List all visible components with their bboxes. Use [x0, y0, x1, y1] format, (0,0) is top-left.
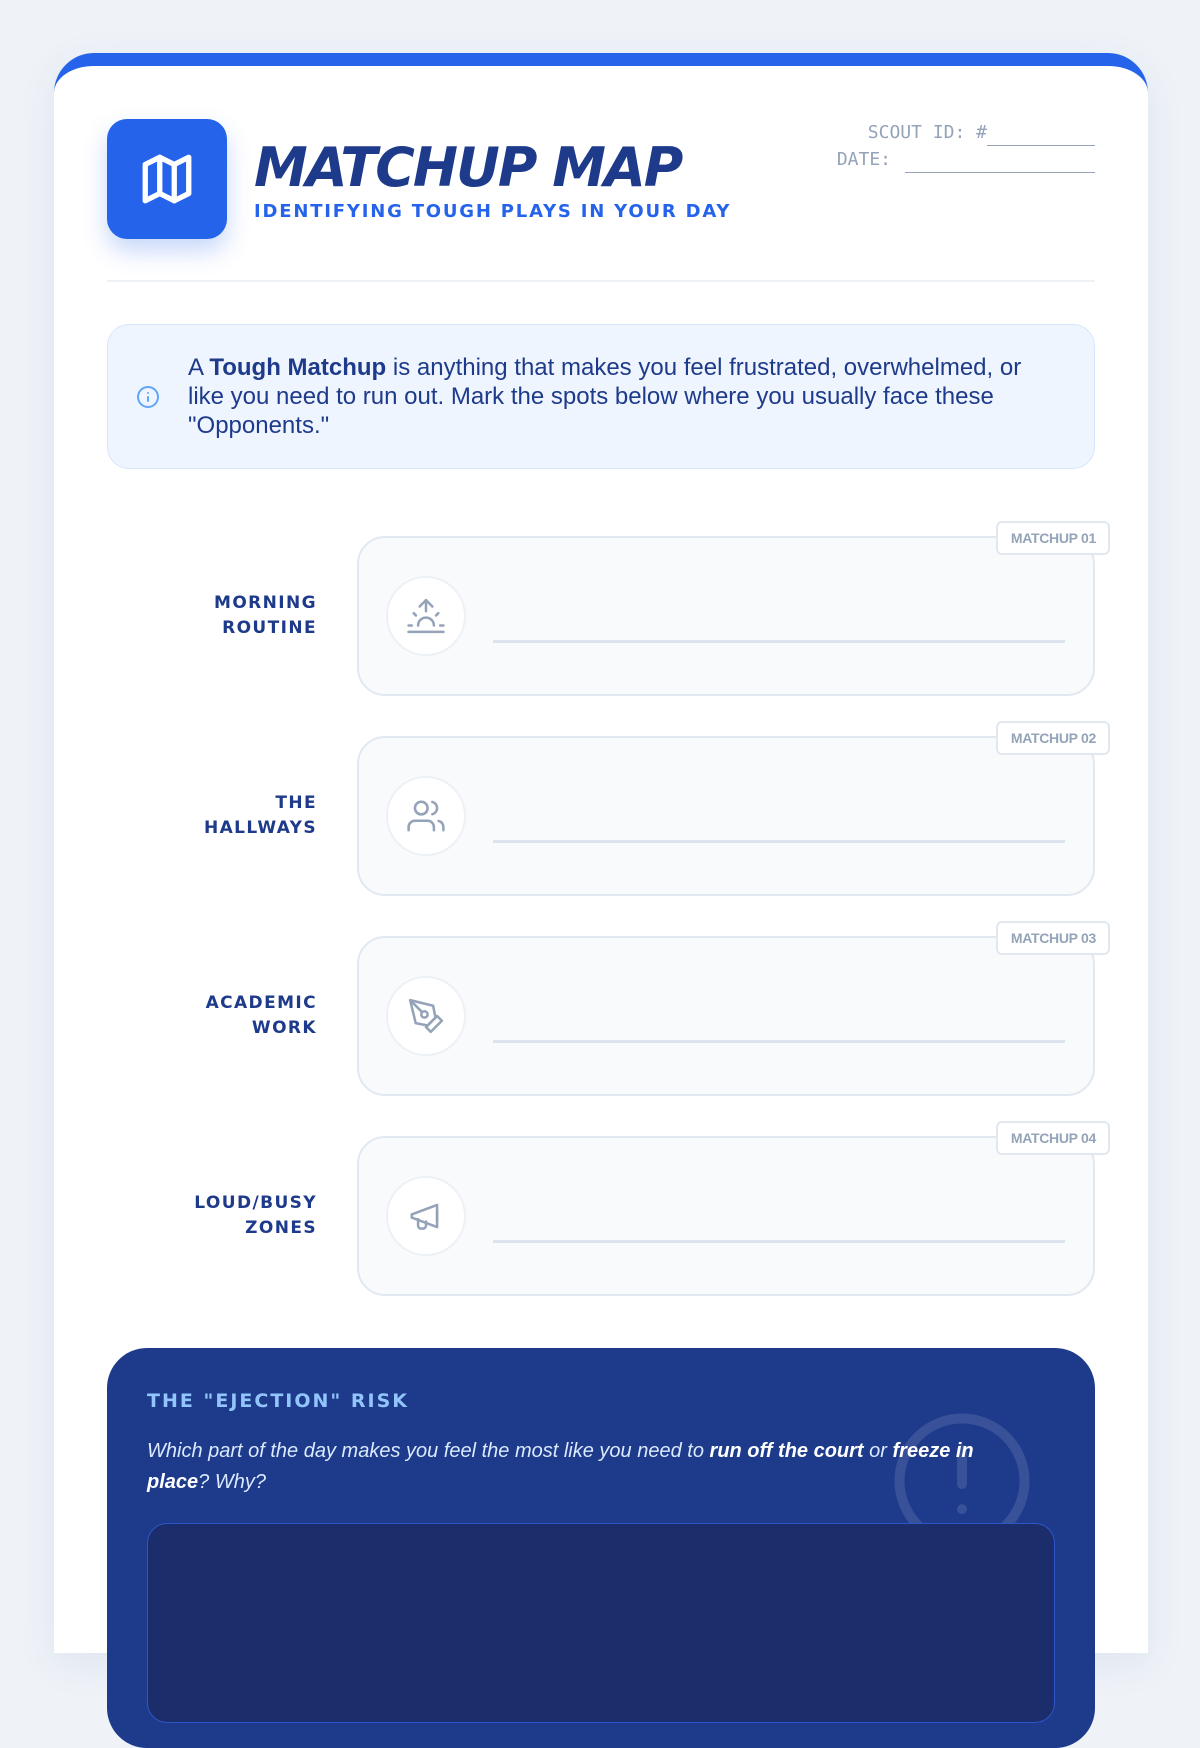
info-icon — [136, 385, 160, 409]
date-field[interactable] — [905, 155, 1095, 173]
users-icon — [407, 797, 445, 835]
matchup-row — [107, 730, 1096, 896]
sunrise-icon — [407, 597, 445, 635]
page-subtitle: IDENTIFYING TOUGH PLAYS IN YOUR DAY — [254, 201, 732, 222]
header-divider — [107, 280, 1095, 282]
date-label: DATE: — [836, 149, 891, 170]
logo-badge — [107, 119, 227, 239]
page-title: MATCHUP MAP — [254, 136, 682, 199]
matchup-icon-circle — [386, 1176, 466, 1256]
info-term: Tough Matchup — [209, 354, 387, 381]
pen-tool-icon — [407, 997, 445, 1035]
ejection-title: THE "EJECTION" RISK — [147, 1390, 410, 1412]
matchup-tag: MATCHUP 04 — [996, 1121, 1110, 1155]
matchup-icon-circle — [386, 576, 466, 656]
answer-line[interactable] — [493, 1240, 1065, 1243]
matchup-tag: MATCHUP 01 — [996, 521, 1110, 555]
info-callout — [107, 324, 1095, 469]
answer-line[interactable] — [493, 840, 1065, 843]
answer-line[interactable] — [493, 640, 1065, 643]
scout-id-label: SCOUT ID: # — [867, 122, 987, 143]
matchup-card — [357, 1130, 1096, 1296]
worksheet-page — [54, 53, 1148, 1653]
matchup-label: ACADEMIC WORK — [205, 993, 317, 1038]
matchup-row — [107, 530, 1096, 696]
matchup-row — [107, 1130, 1096, 1296]
info-text: A Tough Matchup is anything that makes you feel frustrated, overwhelmed, or like you need to run out. Mark the spots below where you usually face these "Opponents." — [188, 354, 1022, 439]
map-icon — [138, 150, 196, 208]
answer-line[interactable] — [493, 1040, 1065, 1043]
matchup-card — [357, 930, 1096, 1096]
ejection-question: Which part of the day makes you feel the most like you need to run off the court or freeze in place? Why? — [147, 1440, 974, 1493]
ejection-answer-area[interactable] — [147, 1523, 1055, 1723]
matchup-card — [357, 530, 1096, 696]
matchup-row — [107, 930, 1096, 1096]
matchup-icon-circle — [386, 776, 466, 856]
matchup-label: THE HALLWAYS — [203, 793, 317, 838]
scout-info — [837, 119, 1095, 173]
matchup-label: MORNING ROUTINE — [214, 593, 317, 638]
scout-id-field[interactable] — [987, 128, 1095, 146]
matchup-tag: MATCHUP 03 — [996, 921, 1110, 955]
matchup-icon-circle — [386, 976, 466, 1056]
matchup-label: LOUD/BUSY ZONES — [194, 1193, 317, 1238]
matchup-tag: MATCHUP 02 — [996, 721, 1110, 755]
matchup-card — [357, 730, 1096, 896]
megaphone-icon — [407, 1197, 445, 1235]
ejection-risk-panel — [107, 1348, 1095, 1748]
